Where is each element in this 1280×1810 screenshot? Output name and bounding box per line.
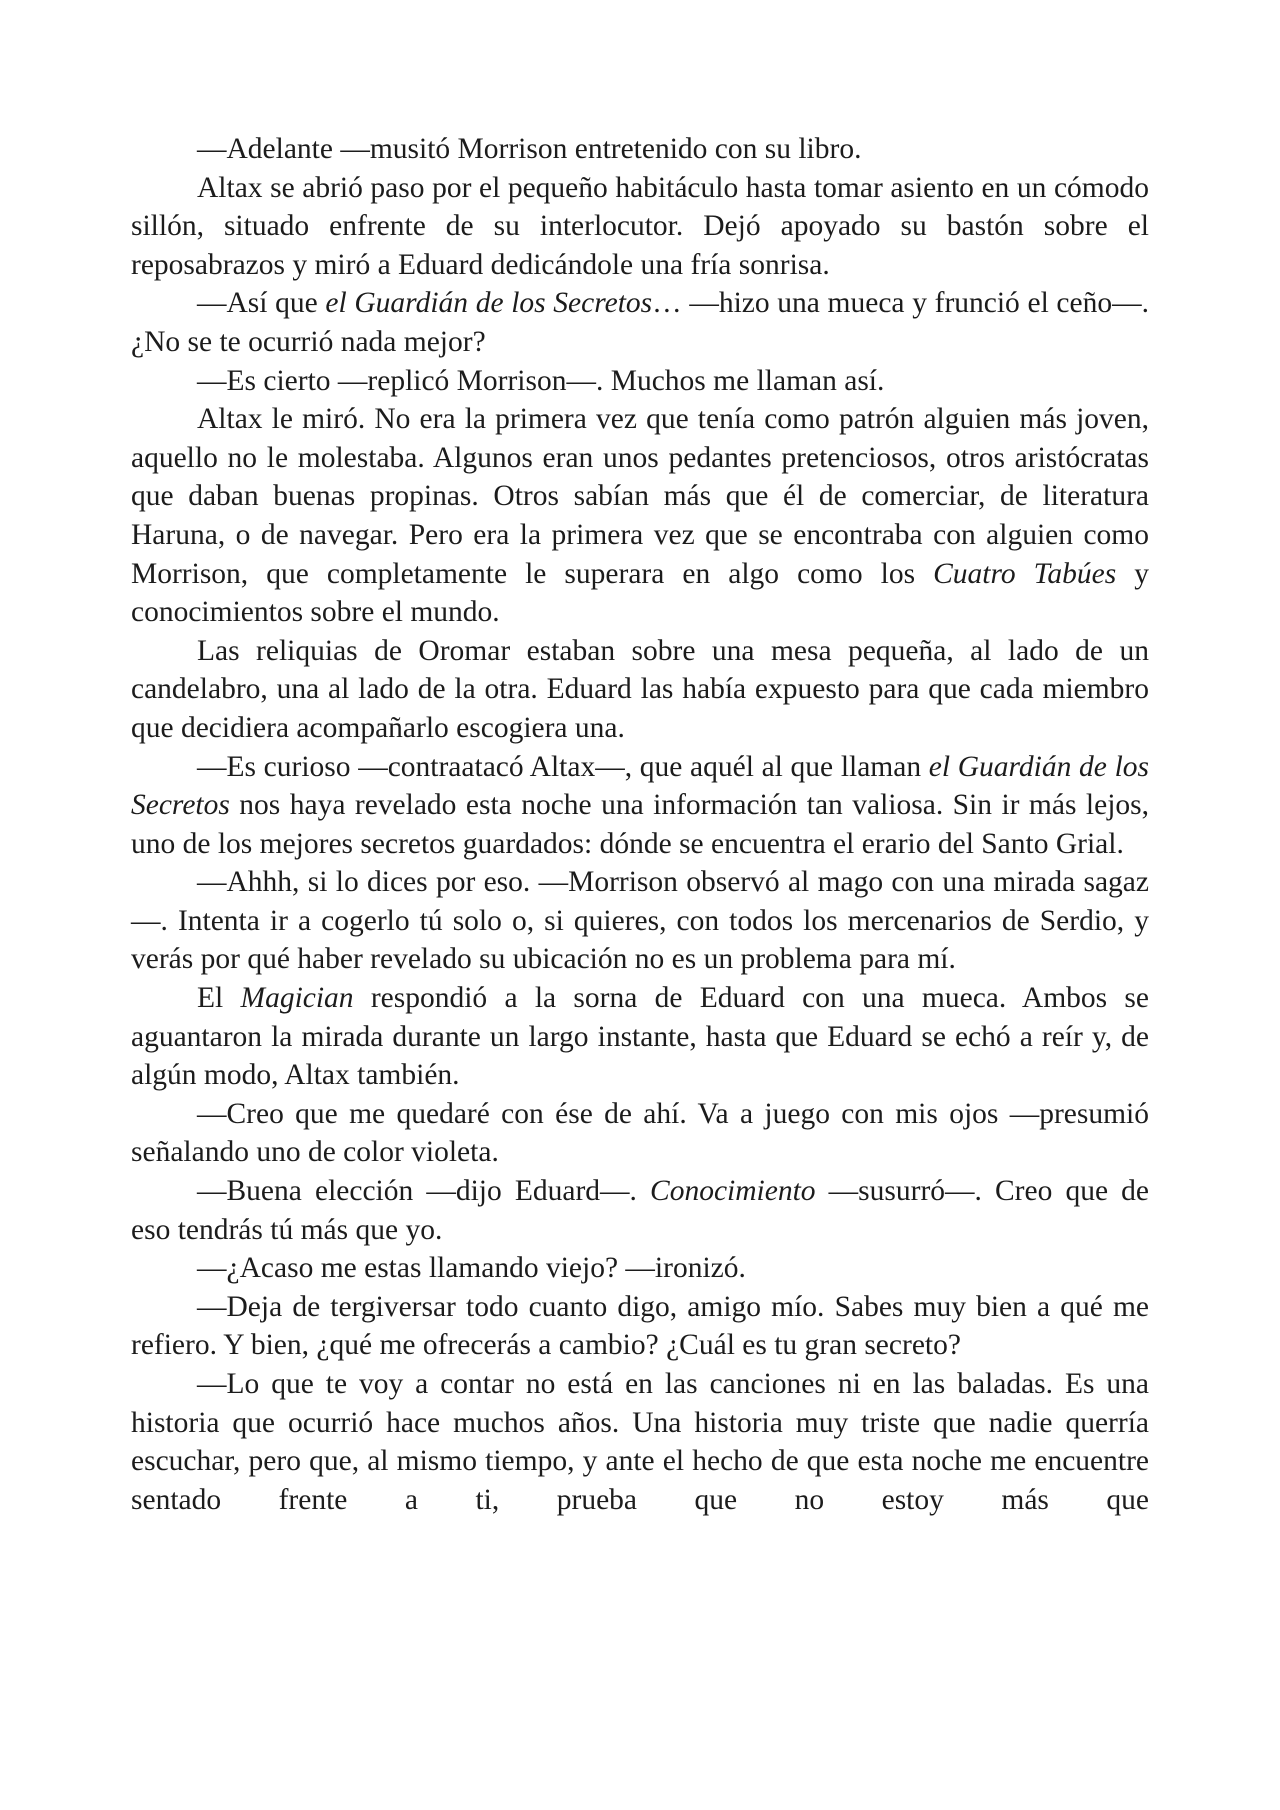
text-segment: Altax se abrió paso por el pequeño habitáculo hasta tomar asiento en un cómodo sillón, situado enfrente de su interlocutor. Dejó apoyado su bastón sobre el reposabrazos y miró a Eduard dedicándole una fría sonrisa. — [131, 171, 1149, 281]
italic-text: el Guardián de los Secretos — [325, 287, 653, 320]
text-segment: —Así que — [197, 287, 326, 320]
text-segment: —Deja de tergiversar todo cuanto digo, amigo mío. Sabes muy bien a qué me refiero. Y bien, ¿qué me ofrecerás a cambio? ¿Cuál es tu gran secreto? — [131, 1290, 1149, 1362]
text-segment: —Creo que me quedaré con ése de ahí. Va a juego con mis ojos —presumió señalando uno de color violeta. — [131, 1097, 1149, 1169]
italic-text: Conocimiento — [650, 1175, 816, 1208]
text-segment: —Es curioso —contraatacó Altax—, que aquél al que llaman — [197, 750, 929, 783]
text-segment: Las reliquias de Oromar estaban sobre una mesa pequeña, al lado de un candelabro, una al lado de la otra. Eduard las había expuesto para que cada miembro que decidiera acompañarlo escogiera una. — [131, 634, 1149, 744]
page-text — [131, 130, 1149, 1519]
text-segment: El — [197, 982, 241, 1015]
italic-text: Magician — [240, 982, 354, 1015]
text-segment: —Adelante —musitó Morrison entretenido con su libro. — [197, 133, 862, 165]
italic-text: el Guardián de los Secretos — [131, 750, 1149, 822]
paragraph — [131, 979, 1149, 1095]
paragraph — [131, 284, 1149, 361]
paragraph — [131, 1172, 1149, 1249]
paragraph — [131, 362, 1149, 401]
text-segment: Altax le miró. No era la primera vez que tenía como patrón alguien más joven, aquello no le molestaba. Algunos eran unos pedantes pretenciosos, otros aristócratas que daban buenas propinas. Otros sabían más que él de comerciar, de literatura Haruna, o de navegar. Pero era la primera vez que se encontraba con alguien como Morrison, que completamente le superara en algo como los — [131, 403, 1149, 590]
text-segment: nos haya revelado esta noche una información tan valiosa. Sin ir más lejos, uno de los mejores secretos guardados: dónde se encuentra el erario del Santo Grial. — [131, 789, 1149, 860]
text-segment: … —hizo una mueca y frunció el ceño—. ¿No se te ocurrió nada mejor? — [131, 287, 1149, 358]
paragraph — [131, 1365, 1149, 1519]
paragraph — [131, 1288, 1149, 1365]
paragraph — [131, 632, 1149, 748]
text-segment: —¿Acaso me estas llamando viejo? —ironizó. — [197, 1252, 746, 1285]
text-segment: —Buena elección —dijo Eduard—. — [197, 1175, 651, 1208]
paragraph — [131, 1095, 1149, 1172]
text-segment: y conocimientos sobre el mundo. — [131, 557, 1149, 629]
italic-text: Cuatro Tabúes — [933, 557, 1117, 590]
text-segment: —Ahhh, si lo dices por eso. —Morrison observó al mago con una mirada sagaz—. Intenta ir a cogerlo tú solo o, si quieres, con todos los mercenarios de Serdio, y verás por qué haber revelado su ubicación no es un problema para mí. — [131, 866, 1149, 976]
paragraph — [131, 748, 1149, 864]
text-segment: respondió a la sorna de Eduard con una mueca. Ambos se aguantaron la mirada durante un largo instante, hasta que Eduard se echó a reír y, de algún modo, Altax también. — [131, 982, 1149, 1092]
paragraph — [131, 169, 1149, 285]
text-segment: —Es cierto —replicó Morrison—. Muchos me llaman así. — [197, 364, 885, 397]
text-segment: —susurró—. Creo que de eso tendrás tú más que yo. — [131, 1175, 1149, 1246]
paragraph — [131, 863, 1149, 979]
paragraph — [131, 1249, 1149, 1288]
paragraph — [131, 130, 1149, 169]
paragraph — [131, 400, 1149, 632]
text-segment: —Lo que te voy a contar no está en las canciones ni en las baladas. Es una historia que ocurrió hace muchos años. Una historia muy triste que nadie querría escuchar, pero que, al mismo tiempo, y ante el hecho de que esta noche me encuentre sentado frente a ti, prueba que no estoy más que — [131, 1368, 1149, 1516]
